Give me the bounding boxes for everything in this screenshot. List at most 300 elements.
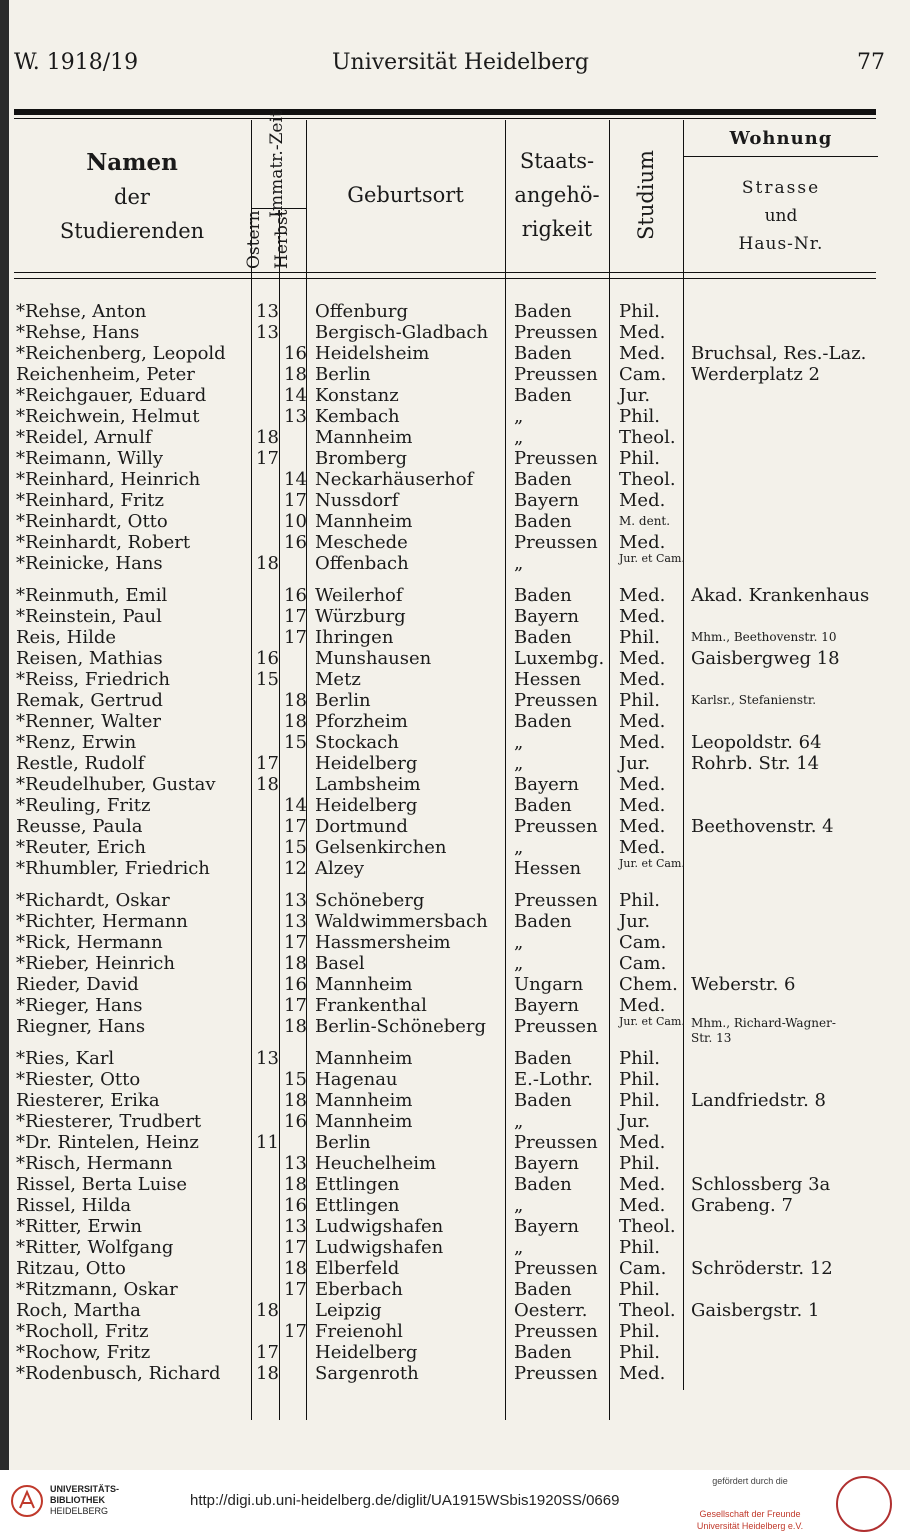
field-of-study: Phil. [619, 1153, 660, 1174]
table-row [0, 974, 910, 995]
immatr-herbst: 16 [284, 343, 307, 364]
student-name: *Dr. Rintelen, Heinz [16, 1132, 199, 1153]
field-of-study: Phil. [619, 690, 660, 711]
header-bottom-rule-2 [14, 278, 876, 279]
sponsor-name-1: Gesellschaft der Freunde [699, 1509, 801, 1519]
field-of-study: Med. [619, 795, 666, 816]
immatr-herbst: 17 [284, 1321, 307, 1342]
field-of-study: Jur. et Cam. [619, 857, 685, 870]
immatr-ostern: 18 [256, 553, 279, 574]
field-of-study: Med. [619, 732, 666, 753]
birthplace: Stockach [315, 732, 399, 753]
header-herbst: Herbst [272, 209, 292, 269]
birthplace: Dortmund [315, 816, 408, 837]
logo-line-2: BIBLIOTHEK [50, 1495, 105, 1505]
field-of-study: Med. [619, 995, 666, 1016]
birthplace: Munshausen [315, 648, 432, 669]
library-logo-icon [10, 1484, 44, 1518]
field-of-study: Phil. [619, 1342, 660, 1363]
student-name: Rieder, David [16, 974, 139, 995]
field-of-study: Med. [619, 1174, 666, 1195]
student-name: Restle, Rudolf [16, 753, 145, 774]
residence: Schlossberg 3a [691, 1174, 831, 1195]
table-row [0, 1216, 910, 1237]
table-row [0, 932, 910, 953]
table-row [0, 1048, 910, 1069]
birthplace: Ludwigshafen [315, 1237, 444, 1258]
birthplace: Ettlingen [315, 1174, 400, 1195]
student-name: *Riesterer, Trudbert [16, 1111, 202, 1132]
table-row [0, 732, 910, 753]
university-seal-icon [836, 1476, 892, 1532]
header-immatr-zeit: Immatr.-Zeit [267, 110, 287, 218]
field-of-study: Phil. [619, 1048, 660, 1069]
birthplace: Heuchelheim [315, 1153, 437, 1174]
birthplace: Konstanz [315, 385, 399, 406]
table-row [0, 322, 910, 343]
footer-bar [0, 1470, 910, 1533]
field-of-study: Phil. [619, 1321, 660, 1342]
immatr-herbst: 16 [284, 585, 307, 606]
immatr-herbst: 17 [284, 816, 307, 837]
residence: Mhm., Beethovenstr. 10 [691, 630, 837, 644]
sponsor-block [680, 1476, 820, 1532]
field-of-study: Med. [619, 711, 666, 732]
field-of-study: Jur. [619, 753, 651, 774]
birthplace: Ihringen [315, 627, 394, 648]
field-of-study: Cam. [619, 1258, 667, 1279]
student-name: *Reinicke, Hans [16, 553, 163, 574]
citizenship: Bayern [514, 774, 579, 795]
table-row [0, 406, 910, 427]
permalink-url[interactable]: http://digi.ub.uni-heidelberg.de/diglit/UA1915WSbis1920SS/0669 [190, 1492, 620, 1509]
birthplace: Würzburg [315, 606, 406, 627]
immatr-herbst: 17 [284, 1279, 307, 1300]
birthplace: Waldwimmersbach [315, 911, 488, 932]
student-name: *Reichgauer, Eduard [16, 385, 207, 406]
student-name: *Rochow, Fritz [16, 1342, 151, 1363]
immatr-ostern: 15 [256, 669, 279, 690]
field-of-study: Cam. [619, 364, 667, 385]
citizenship: „ [514, 753, 524, 774]
citizenship: Preussen [514, 690, 598, 711]
immatr-ostern: 16 [256, 648, 279, 669]
field-of-study: Jur. et Cam. [619, 552, 685, 565]
immatr-herbst: 13 [284, 1216, 307, 1237]
immatr-ostern: 13 [256, 301, 279, 322]
birthplace: Sargenroth [315, 1363, 419, 1384]
field-of-study: Phil. [619, 1279, 660, 1300]
residence: Schröderstr. 12 [691, 1258, 833, 1279]
field-of-study: Phil. [619, 627, 660, 648]
citizenship: „ [514, 1111, 524, 1132]
table-row [0, 1321, 910, 1342]
table-row [0, 1279, 910, 1300]
immatr-herbst: 13 [284, 890, 307, 911]
birthplace: Heidelsheim [315, 343, 430, 364]
student-name: *Reinhard, Heinrich [16, 469, 201, 490]
student-name: *Rieger, Hans [16, 995, 143, 1016]
citizenship: Baden [514, 795, 572, 816]
birthplace: Mannheim [315, 427, 413, 448]
citizenship: Baden [514, 1048, 572, 1069]
table-row [0, 858, 910, 879]
field-of-study: Med. [619, 322, 666, 343]
birthplace: Offenburg [315, 301, 409, 322]
field-of-study: Med. [619, 585, 666, 606]
student-name: *Rick, Hermann [16, 932, 163, 953]
student-name: Roch, Martha [16, 1300, 141, 1321]
immatr-herbst: 14 [284, 469, 307, 490]
immatr-herbst: 17 [284, 606, 307, 627]
birthplace: Mannheim [315, 974, 413, 995]
table-row [0, 585, 910, 606]
student-name: Remak, Gertrud [16, 690, 163, 711]
field-of-study: Theol. [619, 1300, 676, 1321]
table-row [0, 385, 910, 406]
citizenship: Baden [514, 343, 572, 364]
table-row [0, 753, 910, 774]
top-rule [14, 109, 876, 115]
birthplace: Elberfeld [315, 1258, 400, 1279]
citizenship: Preussen [514, 322, 598, 343]
immatr-ostern: 18 [256, 1300, 279, 1321]
birthplace: Mannheim [315, 1090, 413, 1111]
birthplace: Hassmersheim [315, 932, 451, 953]
birthplace: Heidelberg [315, 1342, 418, 1363]
immatr-ostern: 13 [256, 322, 279, 343]
field-of-study: Med. [619, 774, 666, 795]
birthplace: Kembach [315, 406, 400, 427]
birthplace: Berlin [315, 690, 371, 711]
immatr-herbst: 16 [284, 532, 307, 553]
header-studium: Studium [634, 150, 658, 240]
citizenship: Baden [514, 1342, 572, 1363]
field-of-study: Phil. [619, 301, 660, 322]
field-of-study: Cam. [619, 953, 667, 974]
birthplace: Mannheim [315, 511, 413, 532]
table-row [0, 553, 910, 574]
citizenship: Hessen [514, 858, 582, 879]
residence: Akad. Krankenhaus [691, 585, 870, 606]
citizenship: E.-Lothr. [514, 1069, 593, 1090]
student-name: *Rocholl, Fritz [16, 1321, 149, 1342]
immatr-herbst: 16 [284, 1111, 307, 1132]
residence: Karlsr., Stefanienstr. [691, 693, 817, 707]
table-row [0, 1069, 910, 1090]
student-name: *Renz, Erwin [16, 732, 137, 753]
table-row [0, 1342, 910, 1363]
header-geburtsort: Geburtsort [347, 183, 464, 207]
residence: Gaisbergstr. 1 [691, 1300, 820, 1321]
table-row [0, 1111, 910, 1132]
birthplace: Weilerhof [315, 585, 403, 606]
table-row [0, 774, 910, 795]
table-row [0, 627, 910, 648]
table-row [0, 1195, 910, 1216]
birthplace: Neckarhäuserhof [315, 469, 474, 490]
citizenship: Preussen [514, 1321, 598, 1342]
logo-line-1: UNIVERSITÄTS- [50, 1484, 120, 1494]
birthplace: Freienohl [315, 1321, 403, 1342]
table-row [0, 427, 910, 448]
citizenship: Baden [514, 469, 572, 490]
birthplace: Bromberg [315, 448, 408, 469]
student-name: *Reinhardt, Robert [16, 532, 191, 553]
library-logo-text [50, 1484, 119, 1517]
citizenship: Luxembg. [514, 648, 605, 669]
table-row [0, 995, 910, 1016]
table-row [0, 816, 910, 837]
table-row [0, 1258, 910, 1279]
student-name: *Rhumbler, Friedrich [16, 858, 210, 879]
header-bottom-rule [14, 272, 876, 273]
table-row [0, 511, 910, 532]
field-of-study: Med. [619, 1363, 666, 1384]
table-row [0, 711, 910, 732]
top-rule-thin [14, 118, 876, 119]
immatr-herbst: 10 [284, 511, 307, 532]
birthplace: Frankenthal [315, 995, 427, 1016]
residence: Beethovenstr. 4 [691, 816, 834, 837]
field-of-study: Med. [619, 669, 666, 690]
table-row [0, 669, 910, 690]
immatr-herbst: 18 [284, 711, 307, 732]
field-of-study: Med. [619, 1195, 666, 1216]
header-strasse: Strasse [741, 178, 821, 198]
birthplace: Alzey [315, 858, 365, 879]
residence: Gaisbergweg 18 [691, 648, 840, 669]
immatr-herbst: 17 [284, 995, 307, 1016]
birthplace: Gelsenkirchen [315, 837, 447, 858]
field-of-study: Med. [619, 490, 666, 511]
student-name: Reichenheim, Peter [16, 364, 195, 385]
table-row [0, 1300, 910, 1321]
table-row [0, 1363, 910, 1384]
header-namen: Namen [86, 149, 178, 176]
immatr-herbst: 18 [284, 1174, 307, 1195]
table-row [0, 690, 910, 711]
header-semester: W. 1918/19 [14, 50, 139, 75]
birthplace: Heidelberg [315, 753, 418, 774]
immatr-herbst: 13 [284, 406, 307, 427]
field-of-study: Med. [619, 343, 666, 364]
birthplace: Bergisch-Gladbach [315, 322, 489, 343]
field-of-study: Med. [619, 1132, 666, 1153]
table-row [0, 1090, 910, 1111]
residence: Leopoldstr. 64 [691, 732, 822, 753]
student-name: Reisen, Mathias [16, 648, 163, 669]
header-page-number: 77 [857, 50, 885, 75]
field-of-study: Jur. [619, 385, 651, 406]
table-row [0, 1132, 910, 1153]
birthplace: Metz [315, 669, 361, 690]
student-name: *Ries, Karl [16, 1048, 115, 1069]
student-name: Reis, Hilde [16, 627, 117, 648]
student-name: Riegner, Hans [16, 1016, 146, 1037]
field-of-study: Jur. [619, 1111, 651, 1132]
citizenship: „ [514, 732, 524, 753]
header-angehoe: angehö- [514, 183, 600, 207]
field-of-study: Med. [619, 648, 666, 669]
student-name: *Ritter, Erwin [16, 1216, 142, 1237]
student-name: *Reidel, Arnulf [16, 427, 152, 448]
immatr-herbst: 16 [284, 1195, 307, 1216]
residence: Landfriedstr. 8 [691, 1090, 826, 1111]
citizenship: „ [514, 932, 524, 953]
citizenship: Bayern [514, 490, 579, 511]
immatr-herbst: 12 [284, 858, 307, 879]
citizenship: Preussen [514, 1258, 598, 1279]
immatr-herbst: 15 [284, 837, 307, 858]
student-name: *Richardt, Oskar [16, 890, 170, 911]
immatr-herbst: 17 [284, 490, 307, 511]
citizenship: Preussen [514, 890, 598, 911]
header-hausnr: Haus-Nr. [738, 234, 824, 254]
table-row [0, 837, 910, 858]
student-name: *Rehse, Anton [16, 301, 147, 322]
birthplace: Hagenau [315, 1069, 398, 1090]
field-of-study: Phil. [619, 448, 660, 469]
birthplace: Eberbach [315, 1279, 403, 1300]
immatr-herbst: 17 [284, 1237, 307, 1258]
table-row [0, 1153, 910, 1174]
field-of-study: Phil. [619, 890, 660, 911]
student-name: Rissel, Hilda [16, 1195, 132, 1216]
citizenship: Preussen [514, 816, 598, 837]
birthplace: Basel [315, 953, 365, 974]
citizenship: Oesterr. [514, 1300, 588, 1321]
citizenship: „ [514, 406, 524, 427]
student-name: Reusse, Paula [16, 816, 143, 837]
student-name: *Reinhardt, Otto [16, 511, 168, 532]
student-name: *Riester, Otto [16, 1069, 141, 1090]
birthplace: Mannheim [315, 1048, 413, 1069]
citizenship: Preussen [514, 1016, 598, 1037]
immatr-ostern: 13 [256, 1048, 279, 1069]
birthplace: Lambsheim [315, 774, 421, 795]
student-name: *Reinhard, Fritz [16, 490, 165, 511]
table-row [0, 1237, 910, 1258]
student-name: *Rehse, Hans [16, 322, 140, 343]
immatr-herbst: 13 [284, 911, 307, 932]
immatr-herbst: 18 [284, 364, 307, 385]
citizenship: Baden [514, 511, 572, 532]
table-row [0, 953, 910, 974]
residence: Werderplatz 2 [691, 364, 820, 385]
citizenship: Ungarn [514, 974, 584, 995]
student-name: *Reimann, Willy [16, 448, 164, 469]
table-row [0, 911, 910, 932]
field-of-study: Phil. [619, 1069, 660, 1090]
student-name: *Reuter, Erich [16, 837, 146, 858]
birthplace: Nussdorf [315, 490, 399, 511]
immatr-herbst: 15 [284, 732, 307, 753]
citizenship: Bayern [514, 1216, 579, 1237]
student-name: *Reudelhuber, Gustav [16, 774, 216, 795]
birthplace: Schöneberg [315, 890, 425, 911]
field-of-study: Cam. [619, 932, 667, 953]
student-name: *Risch, Hermann [16, 1153, 173, 1174]
header-ostern: Ostern [244, 210, 264, 269]
table-row [0, 301, 910, 322]
citizenship: „ [514, 553, 524, 574]
immatr-herbst: 16 [284, 974, 307, 995]
student-name: Riesterer, Erika [16, 1090, 160, 1111]
student-name: *Ritter, Wolfgang [16, 1237, 174, 1258]
table-row [0, 606, 910, 627]
citizenship: Bayern [514, 995, 579, 1016]
citizenship: „ [514, 427, 524, 448]
table-row [0, 364, 910, 385]
birthplace: Heidelberg [315, 795, 418, 816]
student-name: Ritzau, Otto [16, 1258, 126, 1279]
student-name: *Renner, Walter [16, 711, 162, 732]
field-of-study: Theol. [619, 1216, 676, 1237]
citizenship: Hessen [514, 669, 582, 690]
citizenship: Preussen [514, 1132, 598, 1153]
citizenship: Baden [514, 911, 572, 932]
table-row [0, 1015, 910, 1045]
immatr-ostern: 18 [256, 774, 279, 795]
sponsor-name-2: Universität Heidelberg e.V. [696, 1521, 804, 1531]
student-name: *Ritzmann, Oskar [16, 1279, 178, 1300]
table-row [0, 532, 910, 553]
student-name: Rissel, Berta Luise [16, 1174, 187, 1195]
field-of-study: Jur. [619, 911, 651, 932]
table-row [0, 490, 910, 511]
header-university: Universität Heidelberg [332, 50, 589, 75]
field-of-study: Phil. [619, 406, 660, 427]
citizenship: „ [514, 953, 524, 974]
table-row [0, 343, 910, 364]
table-row [0, 890, 910, 911]
student-name: *Reuling, Fritz [16, 795, 151, 816]
field-of-study: Phil. [619, 1237, 660, 1258]
birthplace: Meschede [315, 532, 408, 553]
immatr-ostern: 11 [256, 1132, 279, 1153]
field-of-study: Theol. [619, 427, 676, 448]
table-row [0, 448, 910, 469]
immatr-herbst: 14 [284, 385, 307, 406]
immatr-herbst: 18 [284, 1258, 307, 1279]
table-row [0, 1174, 910, 1195]
citizenship: Baden [514, 1174, 572, 1195]
student-name: *Rieber, Heinrich [16, 953, 175, 974]
student-name: *Reinmuth, Emil [16, 585, 168, 606]
immatr-ostern: 17 [256, 753, 279, 774]
header-der: der [114, 185, 150, 209]
citizenship: Preussen [514, 1363, 598, 1384]
citizenship: Preussen [514, 448, 598, 469]
citizenship: Baden [514, 711, 572, 732]
birthplace: Offenbach [315, 553, 409, 574]
field-of-study: Jur. et Cam. [619, 1015, 685, 1028]
birthplace: Ettlingen [315, 1195, 400, 1216]
immatr-herbst: 18 [284, 953, 307, 974]
field-of-study: Phil. [619, 1090, 660, 1111]
header-staats: Staats- [519, 149, 595, 173]
field-of-study: Chem. [619, 974, 678, 995]
birthplace: Berlin [315, 364, 371, 385]
header-und: und [764, 206, 798, 226]
field-of-study: Med. [619, 606, 666, 627]
immatr-herbst: 18 [284, 1016, 307, 1037]
table-row [0, 795, 910, 816]
header-rigkeit: rigkeit [521, 217, 593, 241]
immatr-herbst: 14 [284, 795, 307, 816]
birthplace: Berlin-Schöneberg [315, 1016, 487, 1037]
